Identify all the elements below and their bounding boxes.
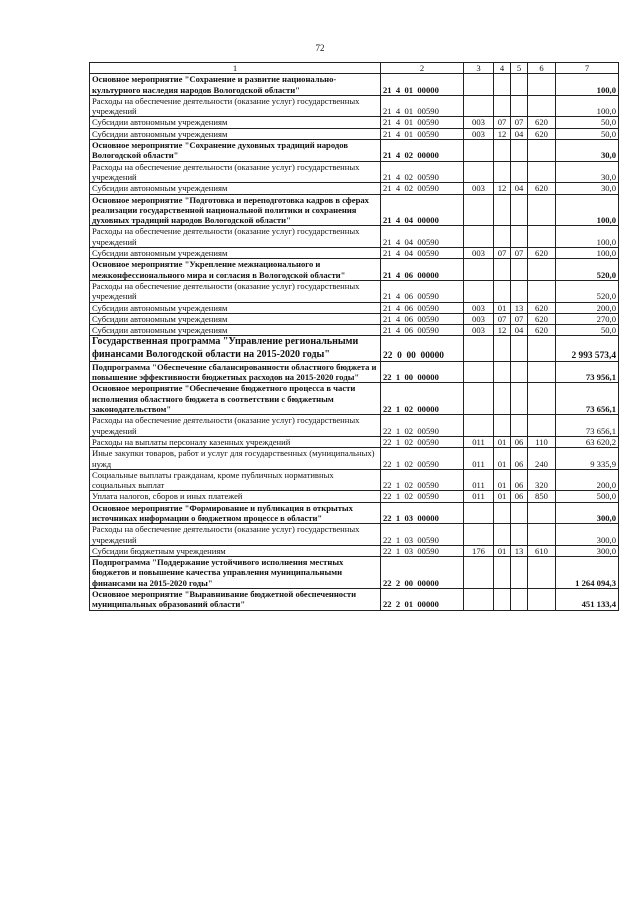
row-section-cell: 01 (494, 448, 511, 470)
row-grbs-cell (464, 194, 494, 226)
table-row (90, 248, 619, 259)
table-row (90, 491, 619, 502)
row-expense-type-cell: 620 (528, 183, 556, 194)
row-code-cell: 22 1 03 00590 (381, 524, 464, 546)
row-section-cell: 01 (494, 469, 511, 491)
row-section-cell: 01 (494, 491, 511, 502)
row-name-cell: Основное мероприятие "Формирование и публикация в открытых источниках информации о бюджетном процессе в области" (90, 502, 381, 524)
table-row (90, 183, 619, 194)
row-section-cell (494, 361, 511, 383)
row-section-cell (494, 194, 511, 226)
row-expense-type-cell (528, 361, 556, 383)
row-section-cell (494, 280, 511, 302)
row-subsection-cell: 07 (511, 248, 528, 259)
row-name-cell: Основное мероприятие "Сохранение и развитие национально-культурного наследия народов Вологодской области" (90, 74, 381, 96)
row-grbs-cell: 011 (464, 491, 494, 502)
row-name-cell: Государственная программа "Управление региональными финансами Вологодской области на 2015-2020 годы" (90, 336, 381, 361)
row-amount-cell: 100,0 (556, 248, 619, 259)
row-grbs-cell (464, 589, 494, 611)
row-section-cell: 01 (494, 436, 511, 447)
page-number: 72 (315, 43, 325, 53)
row-section-cell: 07 (494, 313, 511, 324)
row-code-cell: 21 4 01 00000 (381, 74, 464, 96)
row-expense-type-cell (528, 259, 556, 281)
row-expense-type-cell: 240 (528, 448, 556, 470)
header-cell: 2 (381, 63, 464, 74)
row-grbs-cell: 003 (464, 302, 494, 313)
row-amount-cell: 520,0 (556, 280, 619, 302)
row-expense-type-cell: 110 (528, 436, 556, 447)
row-grbs-cell: 176 (464, 545, 494, 556)
row-section-cell (494, 415, 511, 437)
row-subsection-cell (511, 194, 528, 226)
row-amount-cell: 100,0 (556, 226, 619, 248)
row-grbs-cell (464, 161, 494, 183)
header-cell: 4 (494, 63, 511, 74)
row-amount-cell: 73 656,1 (556, 415, 619, 437)
row-section-cell (494, 74, 511, 96)
row-subsection-cell (511, 74, 528, 96)
row-code-cell: 21 4 04 00000 (381, 194, 464, 226)
row-amount-cell: 9 335,9 (556, 448, 619, 470)
row-subsection-cell (511, 589, 528, 611)
table-row (90, 524, 619, 546)
row-code-cell: 22 1 02 00000 (381, 383, 464, 415)
table-row (90, 117, 619, 128)
row-code-cell: 22 0 00 00000 (381, 336, 464, 361)
row-amount-cell: 30,0 (556, 161, 619, 183)
row-code-cell: 22 2 01 00000 (381, 589, 464, 611)
row-grbs-cell (464, 259, 494, 281)
row-grbs-cell (464, 226, 494, 248)
row-expense-type-cell (528, 383, 556, 415)
row-subsection-cell (511, 557, 528, 589)
row-section-cell (494, 557, 511, 589)
row-name-cell: Расходы на обеспечение деятельности (оказание услуг) государственных учреждений (90, 161, 381, 183)
row-subsection-cell (511, 95, 528, 117)
row-subsection-cell (511, 161, 528, 183)
row-name-cell: Расходы на обеспечение деятельности (оказание услуг) государственных учреждений (90, 415, 381, 437)
row-code-cell: 21 4 06 00590 (381, 325, 464, 336)
row-subsection-cell (511, 415, 528, 437)
row-expense-type-cell (528, 415, 556, 437)
row-amount-cell: 50,0 (556, 117, 619, 128)
header-cell: 7 (556, 63, 619, 74)
table-row (90, 589, 619, 611)
row-section-cell (494, 161, 511, 183)
row-code-cell: 22 1 02 00590 (381, 448, 464, 470)
row-name-cell: Иные закупки товаров, работ и услуг для государственных (муниципальных) нужд (90, 448, 381, 470)
row-grbs-cell (464, 140, 494, 162)
table-row (90, 226, 619, 248)
row-expense-type-cell: 620 (528, 325, 556, 336)
row-amount-cell: 500,0 (556, 491, 619, 502)
row-expense-type-cell (528, 194, 556, 226)
row-section-cell (494, 336, 511, 361)
row-amount-cell: 2 993 573,4 (556, 336, 619, 361)
row-expense-type-cell (528, 524, 556, 546)
row-expense-type-cell: 620 (528, 302, 556, 313)
row-name-cell: Субсидии автономным учреждениям (90, 325, 381, 336)
row-name-cell: Субсидии автономным учреждениям (90, 128, 381, 139)
row-amount-cell: 73 656,1 (556, 383, 619, 415)
row-expense-type-cell (528, 95, 556, 117)
row-subsection-cell: 06 (511, 469, 528, 491)
row-expense-type-cell (528, 557, 556, 589)
row-expense-type-cell: 850 (528, 491, 556, 502)
row-section-cell (494, 140, 511, 162)
row-code-cell: 22 1 03 00000 (381, 502, 464, 524)
row-expense-type-cell: 620 (528, 313, 556, 324)
row-subsection-cell: 04 (511, 183, 528, 194)
row-expense-type-cell: 620 (528, 248, 556, 259)
row-amount-cell: 300,0 (556, 502, 619, 524)
row-name-cell: Расходы на обеспечение деятельности (оказание услуг) государственных учреждений (90, 95, 381, 117)
row-grbs-cell (464, 361, 494, 383)
row-code-cell: 21 4 01 00590 (381, 117, 464, 128)
row-subsection-cell (511, 383, 528, 415)
row-name-cell: Субсидии автономным учреждениям (90, 302, 381, 313)
row-amount-cell: 50,0 (556, 128, 619, 139)
row-name-cell: Субсидии бюджетным учреждениям (90, 545, 381, 556)
row-code-cell: 22 1 03 00590 (381, 545, 464, 556)
row-section-cell (494, 589, 511, 611)
row-amount-cell: 100,0 (556, 74, 619, 96)
table-row (90, 74, 619, 96)
row-code-cell: 22 1 02 00590 (381, 436, 464, 447)
row-subsection-cell: 06 (511, 491, 528, 502)
table-row (90, 545, 619, 556)
row-section-cell (494, 383, 511, 415)
row-code-cell: 21 4 06 00590 (381, 313, 464, 324)
row-amount-cell: 30,0 (556, 140, 619, 162)
row-section-cell (494, 226, 511, 248)
header-cell: 3 (464, 63, 494, 74)
table-row (90, 313, 619, 324)
row-code-cell: 21 4 04 00590 (381, 226, 464, 248)
row-subsection-cell (511, 524, 528, 546)
row-section-cell (494, 259, 511, 281)
row-section-cell: 12 (494, 325, 511, 336)
row-code-cell: 21 4 02 00000 (381, 140, 464, 162)
table-row (90, 259, 619, 281)
table-row (90, 502, 619, 524)
table-row (90, 361, 619, 383)
table-row (90, 95, 619, 117)
budget-table (89, 62, 619, 611)
row-amount-cell: 63 620,2 (556, 436, 619, 447)
row-code-cell: 21 4 01 00590 (381, 95, 464, 117)
row-amount-cell: 300,0 (556, 545, 619, 556)
row-grbs-cell (464, 95, 494, 117)
row-expense-type-cell: 610 (528, 545, 556, 556)
table-row (90, 469, 619, 491)
row-code-cell: 21 4 01 00590 (381, 128, 464, 139)
row-subsection-cell: 06 (511, 448, 528, 470)
row-amount-cell: 100,0 (556, 194, 619, 226)
row-grbs-cell (464, 280, 494, 302)
row-subsection-cell: 06 (511, 436, 528, 447)
row-grbs-cell: 003 (464, 248, 494, 259)
table-row (90, 325, 619, 336)
row-grbs-cell: 011 (464, 469, 494, 491)
row-section-cell: 01 (494, 302, 511, 313)
row-code-cell: 22 1 00 00000 (381, 361, 464, 383)
row-grbs-cell (464, 415, 494, 437)
row-amount-cell: 200,0 (556, 469, 619, 491)
row-name-cell: Основное мероприятие "Укрепление межнационального и межконфессионального мира и согласия в Вологодской области" (90, 259, 381, 281)
row-amount-cell: 1 264 094,3 (556, 557, 619, 589)
row-code-cell: 22 1 02 00590 (381, 469, 464, 491)
row-grbs-cell: 003 (464, 128, 494, 139)
row-section-cell: 01 (494, 545, 511, 556)
row-expense-type-cell (528, 502, 556, 524)
row-code-cell: 22 1 02 00590 (381, 415, 464, 437)
row-section-cell (494, 524, 511, 546)
row-grbs-cell (464, 502, 494, 524)
row-subsection-cell (511, 361, 528, 383)
row-expense-type-cell (528, 336, 556, 361)
header-cell: 6 (528, 63, 556, 74)
row-expense-type-cell (528, 140, 556, 162)
row-code-cell: 22 2 00 00000 (381, 557, 464, 589)
row-section-cell: 07 (494, 248, 511, 259)
row-name-cell: Основное мероприятие "Подготовка и переподготовка кадров в сферах реализации государственной национальной политики и сохранения духовных традиций народов Вологодской области" (90, 194, 381, 226)
row-subsection-cell: 13 (511, 302, 528, 313)
table-row (90, 557, 619, 589)
row-subsection-cell (511, 259, 528, 281)
row-expense-type-cell (528, 280, 556, 302)
row-name-cell: Подпрограмма "Обеспечение сбалансированности областного бюджета и повышение эффективности бюджетных расходов на 2015-2020 годы" (90, 361, 381, 383)
row-name-cell: Основное мероприятие "Сохранение духовных традиций народов Вологодской области" (90, 140, 381, 162)
row-expense-type-cell (528, 589, 556, 611)
row-name-cell: Подпрограмма "Поддержание устойчивого исполнения местных бюджетов и повышение качества управления муниципальными финансами на 2015-2020 годы" (90, 557, 381, 589)
row-amount-cell: 300,0 (556, 524, 619, 546)
row-code-cell: 21 4 06 00000 (381, 259, 464, 281)
row-name-cell: Субсидии автономным учреждениям (90, 183, 381, 194)
row-code-cell: 21 4 06 00590 (381, 302, 464, 313)
row-name-cell: Субсидии автономным учреждениям (90, 313, 381, 324)
table-row (90, 280, 619, 302)
row-grbs-cell: 003 (464, 183, 494, 194)
row-amount-cell: 520,0 (556, 259, 619, 281)
row-subsection-cell (511, 502, 528, 524)
row-name-cell: Уплата налогов, сборов и иных платежей (90, 491, 381, 502)
row-code-cell: 21 4 06 00590 (381, 280, 464, 302)
row-grbs-cell (464, 557, 494, 589)
table-row (90, 194, 619, 226)
row-name-cell: Основное мероприятие "Выравнивание бюджетной обеспеченности муниципальных образований области" (90, 589, 381, 611)
table-row (90, 436, 619, 447)
row-grbs-cell (464, 383, 494, 415)
table-row (90, 415, 619, 437)
row-amount-cell: 30,0 (556, 183, 619, 194)
row-subsection-cell: 04 (511, 128, 528, 139)
row-code-cell: 21 4 02 00590 (381, 183, 464, 194)
row-grbs-cell: 011 (464, 436, 494, 447)
row-subsection-cell (511, 280, 528, 302)
row-amount-cell: 200,0 (556, 302, 619, 313)
row-expense-type-cell: 620 (528, 128, 556, 139)
row-name-cell: Расходы на обеспечение деятельности (оказание услуг) государственных учреждений (90, 226, 381, 248)
header-cell: 1 (90, 63, 381, 74)
row-code-cell: 22 1 02 00590 (381, 491, 464, 502)
row-section-cell: 12 (494, 128, 511, 139)
row-name-cell: Расходы на обеспечение деятельности (оказание услуг) государственных учреждений (90, 524, 381, 546)
table-row (90, 383, 619, 415)
table-row (90, 302, 619, 313)
table-header-row (90, 63, 619, 74)
row-section-cell (494, 95, 511, 117)
row-subsection-cell (511, 336, 528, 361)
row-amount-cell: 73 956,1 (556, 361, 619, 383)
row-amount-cell: 100,0 (556, 95, 619, 117)
row-name-cell: Субсидии автономным учреждениям (90, 117, 381, 128)
table-row (90, 161, 619, 183)
table-row (90, 128, 619, 139)
row-name-cell: Расходы на выплаты персоналу казенных учреждений (90, 436, 381, 447)
row-grbs-cell (464, 524, 494, 546)
row-subsection-cell (511, 140, 528, 162)
row-subsection-cell: 04 (511, 325, 528, 336)
row-expense-type-cell: 620 (528, 117, 556, 128)
row-grbs-cell: 003 (464, 313, 494, 324)
row-expense-type-cell (528, 226, 556, 248)
row-expense-type-cell (528, 74, 556, 96)
row-amount-cell: 270,0 (556, 313, 619, 324)
row-name-cell: Расходы на обеспечение деятельности (оказание услуг) государственных учреждений (90, 280, 381, 302)
row-subsection-cell: 07 (511, 117, 528, 128)
row-subsection-cell (511, 226, 528, 248)
row-amount-cell: 50,0 (556, 325, 619, 336)
row-name-cell: Субсидии автономным учреждениям (90, 248, 381, 259)
table-row (90, 448, 619, 470)
row-grbs-cell: 011 (464, 448, 494, 470)
row-grbs-cell (464, 74, 494, 96)
row-amount-cell: 451 133,4 (556, 589, 619, 611)
table-row (90, 140, 619, 162)
header-cell: 5 (511, 63, 528, 74)
row-expense-type-cell (528, 161, 556, 183)
row-code-cell: 21 4 04 00590 (381, 248, 464, 259)
table-row (90, 336, 619, 361)
row-subsection-cell: 13 (511, 545, 528, 556)
row-code-cell: 21 4 02 00590 (381, 161, 464, 183)
row-section-cell (494, 502, 511, 524)
row-name-cell: Основное мероприятие "Обеспечение бюджетного процесса в части исполнения областного бюджета в соответствии с бюджетным законодательством" (90, 383, 381, 415)
row-grbs-cell (464, 336, 494, 361)
row-subsection-cell: 07 (511, 313, 528, 324)
row-section-cell: 12 (494, 183, 511, 194)
row-grbs-cell: 003 (464, 325, 494, 336)
row-section-cell: 07 (494, 117, 511, 128)
row-name-cell: Социальные выплаты гражданам, кроме публичных нормативных социальных выплат (90, 469, 381, 491)
row-grbs-cell: 003 (464, 117, 494, 128)
row-expense-type-cell: 320 (528, 469, 556, 491)
